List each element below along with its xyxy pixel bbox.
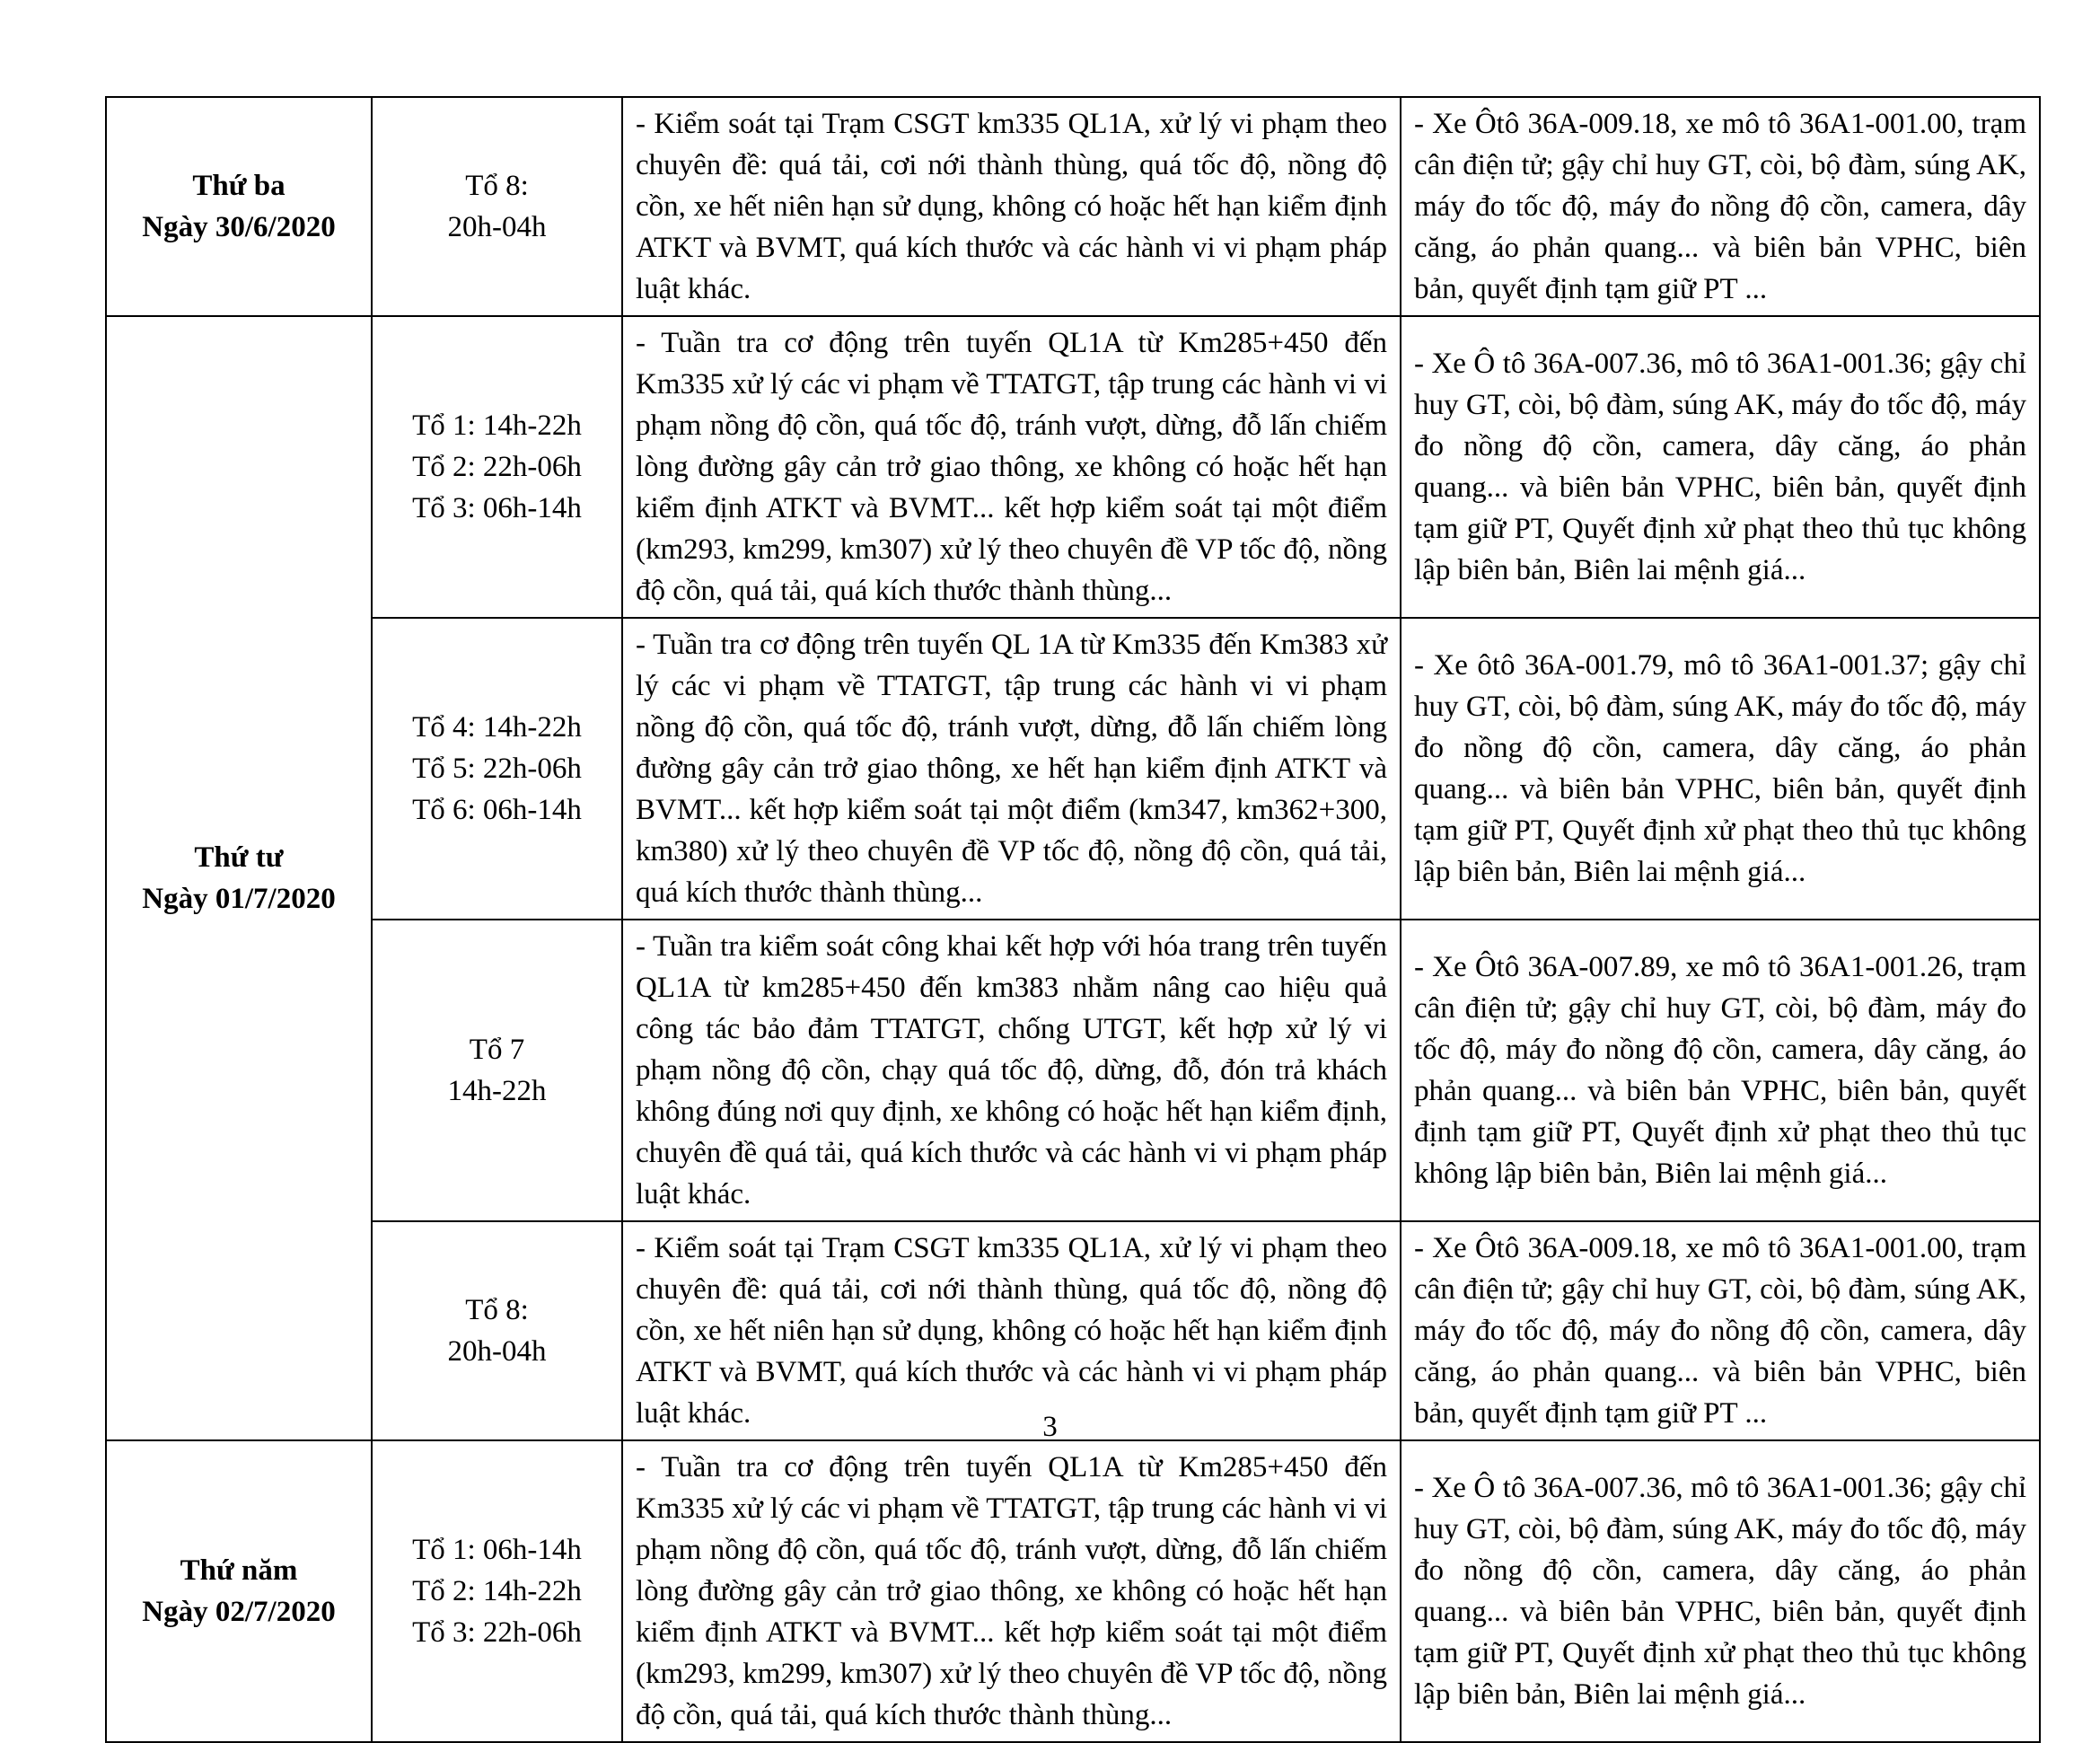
task-cell: - Tuần tra cơ động trên tuyến QL 1A từ Km335 đến Km383 xử lý các vi phạm về TTATGT, tập trung các hành vi vi phạm nồng độ cồn, quá tốc độ, tránh vượt, dừng, đỗ lấn chiếm lòng đường gây cản trở giao thông, xe hết hạn kiểm định ATKT và BVMT... kết hợp kiểm soát tại một điểm (km347, km362+300, km380) xử lý theo chuyên đề VP tốc độ, nồng độ cồn, quá tải, quá kích thước thành thùng... bbox=[622, 618, 1401, 920]
task-cell: - Tuần tra cơ động trên tuyến QL1A từ Km285+450 đến Km335 xử lý các vi phạm về TTATGT, tập trung các hành vi vi phạm nồng độ cồn, quá tốc độ, tránh vượt, dừng, đỗ lấn chiếm lòng đường gây cản trở giao thông, xe không có hoặc hết hạn kiểm định ATKT và BVMT... kết hợp kiểm soát tại một điểm (km293, km299, km307) xử lý theo chuyên đề VP tốc độ, nồng độ cồn, quá tải, quá kích thước thành thùng... bbox=[622, 316, 1401, 618]
team-line: Tổ 7 bbox=[469, 1034, 525, 1066]
page-number: 3 bbox=[1042, 1411, 1058, 1443]
day-cell bbox=[106, 1440, 372, 1742]
equipment-cell: - Xe Ô tô 36A-007.36, mô tô 36A1-001.36; gậy chỉ huy GT, còi, bộ đàm, súng AK, máy đo tốc độ, máy đo nồng độ cồn, camera, dây căng, áo phản quang... và biên bản VPHC, biên bản, quyết định tạm giữ PT, Quyết định xử phạt theo thủ tục không lập biên bản, Biên lai mệnh giá... bbox=[1401, 1440, 2040, 1742]
table-row bbox=[106, 1440, 2040, 1742]
equipment-cell: - Xe Ôtô 36A-009.18, xe mô tô 36A1-001.00, trạm cân điện tử; gậy chỉ huy GT, còi, bộ đàm, súng AK, máy đo tốc độ, máy đo nồng độ cồn, camera, dây căng, áo phản quang... và biên bản VPHC, biên bản, quyết định tạm giữ PT ... bbox=[1401, 97, 2040, 316]
schedule-table bbox=[105, 96, 2041, 1743]
equipment-cell: - Xe Ôtô 36A-009.18, xe mô tô 36A1-001.00, trạm cân điện tử; gậy chỉ huy GT, còi, bộ đàm, súng AK, máy đo tốc độ, máy đo nồng độ cồn, camera, dây căng, áo phản quang... và biên bản VPHC, biên bản, quyết định tạm giữ PT ... bbox=[1401, 1221, 2040, 1440]
team-cell bbox=[372, 618, 622, 920]
team-line: Tổ 3: 06h-14h bbox=[412, 492, 582, 524]
equipment-cell: - Xe ôtô 36A-001.79, mô tô 36A1-001.37; gậy chỉ huy GT, còi, bộ đàm, súng AK, máy đo tốc độ, máy đo nồng độ cồn, camera, dây căng, áo phản quang... và biên bản VPHC, biên bản, quyết định tạm giữ PT, Quyết định xử phạt theo thủ tục không lập biên bản, Biên lai mệnh giá... bbox=[1401, 618, 2040, 920]
team-line: Tổ 8: bbox=[465, 1294, 529, 1326]
team-line: 20h-04h bbox=[447, 1335, 547, 1368]
table-row bbox=[106, 618, 2040, 920]
team-cell bbox=[372, 920, 622, 1221]
team-line: Tổ 8: bbox=[465, 170, 529, 202]
task-cell: - Kiểm soát tại Trạm CSGT km335 QL1A, xử lý vi phạm theo chuyên đề: quá tải, cơi nới thành thùng, quá tốc độ, nồng độ cồn, xe hết niên hạn sử dụng, không có hoặc hết hạn kiểm định ATKT và BVMT, quá kích thước và các hành vi vi phạm pháp luật khác. bbox=[622, 1221, 1401, 1440]
team-line: Tổ 4: 14h-22h bbox=[412, 711, 582, 744]
day-cell bbox=[106, 97, 372, 316]
team-line: Tổ 3: 22h-06h bbox=[412, 1616, 582, 1649]
equipment-cell: - Xe Ô tô 36A-007.36, mô tô 36A1-001.36; gậy chỉ huy GT, còi, bộ đàm, súng AK, máy đo tốc độ, máy đo nồng độ cồn, camera, dây căng, áo phản quang... và biên bản VPHC, biên bản, quyết định tạm giữ PT, Quyết định xử phạt theo thủ tục không lập biên bản, Biên lai mệnh giá... bbox=[1401, 316, 2040, 618]
date-label: Ngày 02/7/2020 bbox=[142, 1596, 336, 1628]
team-line: Tổ 2: 14h-22h bbox=[412, 1575, 582, 1607]
task-cell: - Kiểm soát tại Trạm CSGT km335 QL1A, xử lý vi phạm theo chuyên đề: quá tải, cơi nới thành thùng, quá tốc độ, nồng độ cồn, xe hết niên hạn sử dụng, không có hoặc hết hạn kiểm định ATKT và BVMT, quá kích thước và các hành vi vi phạm pháp luật khác. bbox=[622, 97, 1401, 316]
table-row bbox=[106, 920, 2040, 1221]
table-row bbox=[106, 316, 2040, 618]
task-cell: - Tuần tra kiểm soát công khai kết hợp với hóa trang trên tuyến QL1A từ km285+450 đến km383 nhằm nâng cao hiệu quả công tác bảo đảm TTATGT, chống UTGT, kết hợp xử lý vi phạm nồng độ cồn, chạy quá tốc độ, dừng, đỗ, đón trả khách không đúng nơi quy định, xe không có hoặc hết hạn kiểm định, chuyên đề quá tải, quá kích thước và các hành vi vi phạm pháp luật khác. bbox=[622, 920, 1401, 1221]
team-line: 14h-22h bbox=[447, 1075, 547, 1107]
team-line: Tổ 6: 06h-14h bbox=[412, 794, 582, 826]
team-line: Tổ 5: 22h-06h bbox=[412, 753, 582, 785]
table-row bbox=[106, 97, 2040, 316]
team-line: Tổ 1: 14h-22h bbox=[412, 409, 582, 442]
team-cell bbox=[372, 1440, 622, 1742]
day-label: Thứ ba bbox=[192, 170, 286, 202]
task-cell: - Tuần tra cơ động trên tuyến QL1A từ Km285+450 đến Km335 xử lý các vi phạm về TTATGT, tập trung các hành vi vi phạm nồng độ cồn, quá tốc độ, tránh vượt, dừng, đỗ lấn chiếm lòng đường gây cản trở giao thông, xe không có hoặc hết hạn kiểm định ATKT và BVMT... kết hợp kiểm soát tại một điểm (km293, km299, km307) xử lý theo chuyên đề VP tốc độ, nồng độ cồn, quá tải, quá kích thước thành thùng... bbox=[622, 1440, 1401, 1742]
team-line: 20h-04h bbox=[447, 211, 547, 243]
date-label: Ngày 30/6/2020 bbox=[142, 211, 336, 243]
team-cell bbox=[372, 97, 622, 316]
day-label: Thứ năm bbox=[180, 1554, 298, 1587]
team-line: Tổ 2: 22h-06h bbox=[412, 451, 582, 483]
date-label: Ngày 01/7/2020 bbox=[142, 883, 336, 915]
day-label: Thứ tư bbox=[194, 841, 284, 874]
day-cell bbox=[106, 316, 372, 1440]
team-cell bbox=[372, 316, 622, 618]
team-line: Tổ 1: 06h-14h bbox=[412, 1534, 582, 1566]
equipment-cell: - Xe Ôtô 36A-007.89, xe mô tô 36A1-001.26, trạm cân điện tử; gậy chỉ huy GT, còi, bộ đàm, máy đo tốc độ, máy đo nồng độ cồn, camera, dây căng, áo phản quang... và biên bản VPHC, biên bản, quyết định tạm giữ PT, Quyết định xử phạt theo thủ tục không lập biên bản, Biên lai mệnh giá... bbox=[1401, 920, 2040, 1221]
